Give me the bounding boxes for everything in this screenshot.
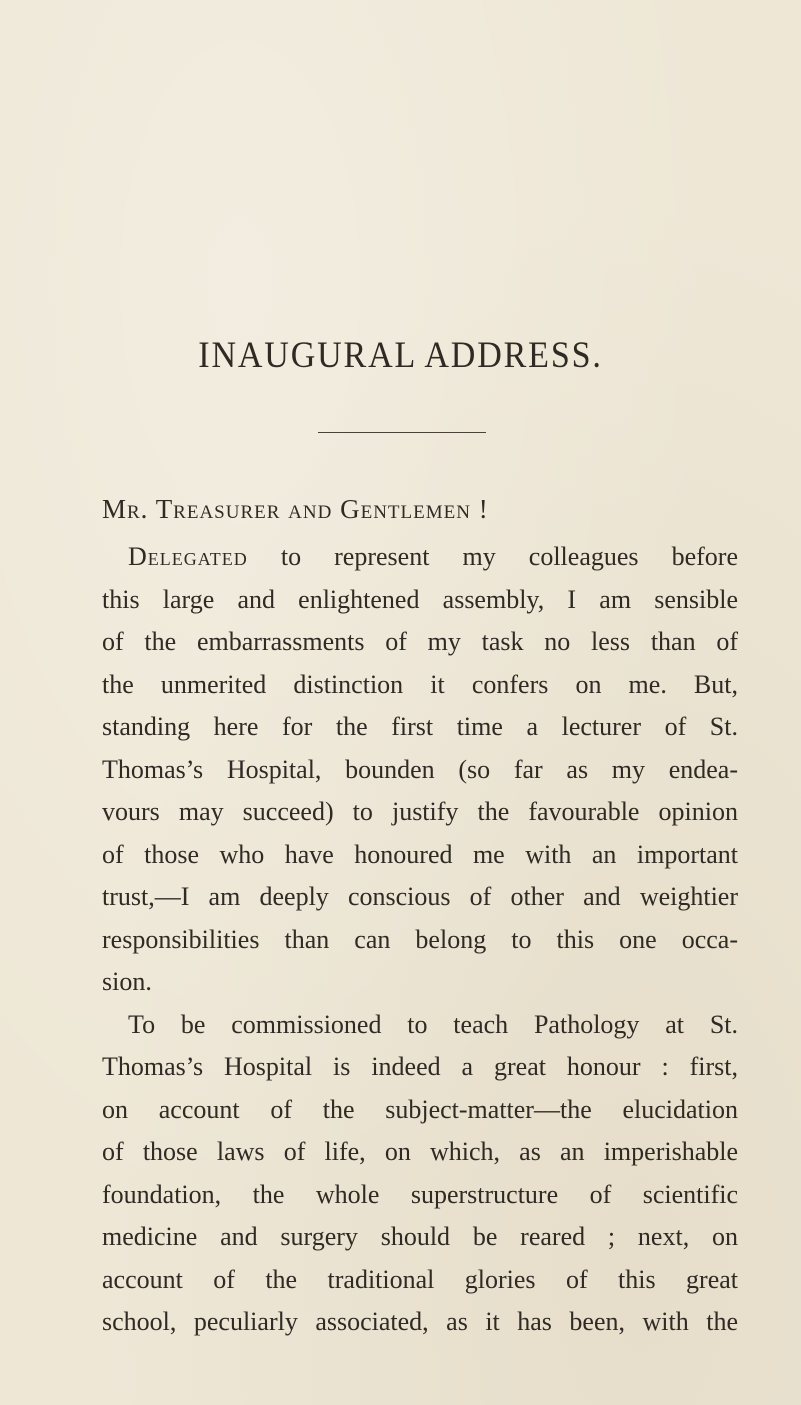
text-line: account of the traditional glories of this great [102, 1264, 738, 1294]
text-line: To be commissioned to teach Pathology at St. [128, 1009, 738, 1039]
text-line: school, peculiarly associated, as it has been, with the [102, 1307, 738, 1336]
heading-rule [318, 432, 486, 433]
lead-word: Delegated [128, 542, 248, 571]
text-line: Delegated to represent my colleagues before [128, 542, 738, 571]
text-line: Thomas’s Hospital is indeed a great honour : first, [102, 1052, 738, 1081]
text-line: foundation, the whole superstructure of scientific [102, 1179, 738, 1209]
text-line: responsibilities than can belong to this one occa- [102, 924, 738, 954]
text-line: of those who have honoured me with an important [102, 839, 738, 869]
page-heading: INAUGURAL ADDRESS. [198, 335, 603, 376]
text-line: on account of the subject-matter—the elucidation [102, 1094, 738, 1124]
text-line: this large and enlightened assembly, I am sensible [102, 584, 738, 614]
text-line: of the embarrassments of my task no less than of [102, 627, 738, 656]
body-text [102, 536, 738, 1344]
text-line: medicine and surgery should be reared ; next, on [102, 1222, 738, 1251]
text-line: sion. [102, 967, 152, 996]
text-line: of those laws of life, on which, as an imperishable [102, 1137, 738, 1166]
text-line: vours may succeed) to justify the favourable opinion [102, 797, 738, 826]
salutation: Mr. Treasurer and Gentlemen ! [102, 494, 489, 524]
text-line: the unmerited distinction it confers on me. But, [102, 669, 738, 699]
text-line: trust,—I am deeply conscious of other and weightier [102, 882, 738, 911]
text-line: standing here for the first time a lecturer of St. [102, 712, 738, 741]
text-line: Thomas’s Hospital, bounden (so far as my endea- [102, 754, 738, 784]
